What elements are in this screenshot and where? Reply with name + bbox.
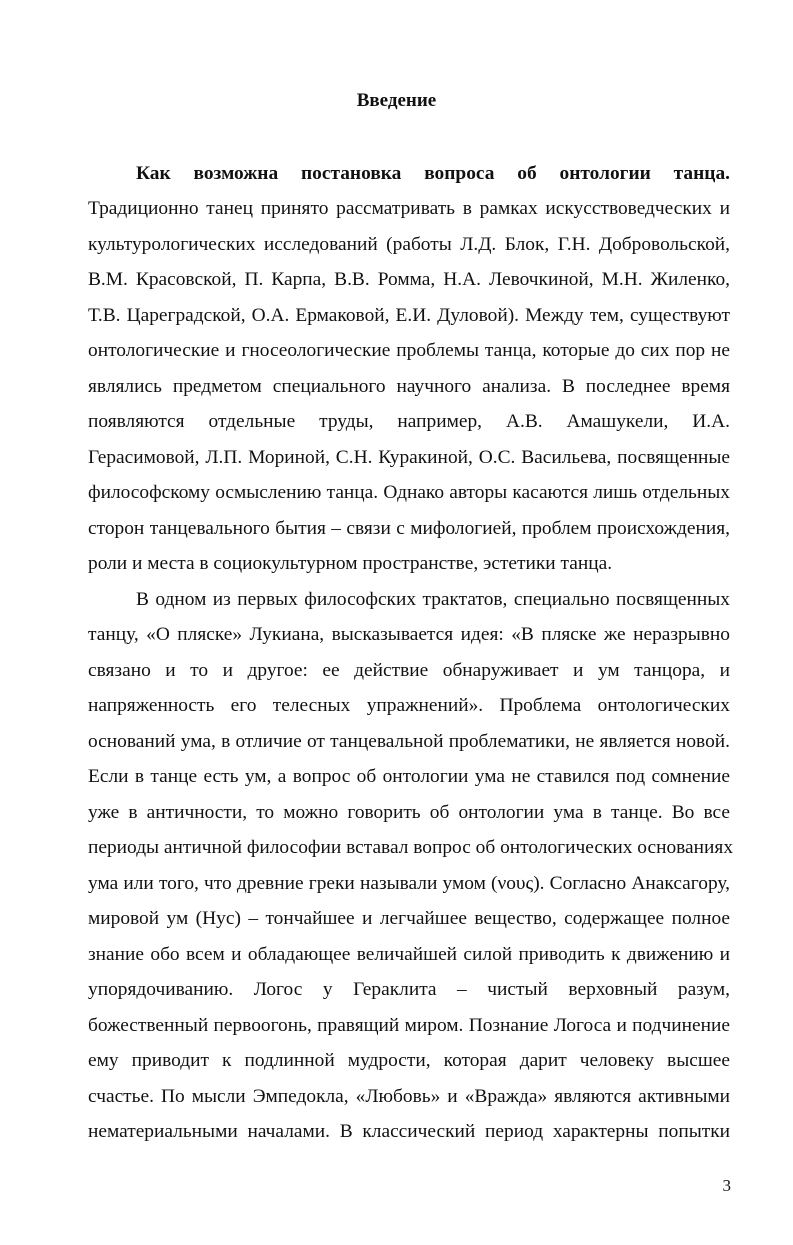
- paragraph-1-line-9: Герасимовой, Л.П. Мориной, С.Н. Куракиной, О.С. Васильева, посвященные: [88, 447, 730, 468]
- paragraph-2-line-16: нематериальными началами. В классический период характерны попытки: [88, 1121, 730, 1142]
- paragraph-1-line-6: онтологические и гносеологические проблемы танца, которые до сих пор не: [88, 340, 730, 361]
- paragraph-2-line-11: знание обо всем и обладающее величайшей силой приводить к движению и: [88, 944, 730, 965]
- paragraph-2-line-4: напряженность его телесных упражнений». Проблема онтологических: [88, 695, 730, 716]
- paragraph-1-line-2: Традиционно танец принято рассматривать в рамках искусствоведческих и: [88, 198, 730, 219]
- page-title: Введение: [356, 90, 437, 111]
- paragraph-1-line-7: являлись предметом специального научного анализа. В последнее время: [88, 376, 730, 397]
- paragraph-2-line-1: В одном из первых философских трактатов, специально посвященных: [136, 589, 730, 610]
- paragraph-2-line-9: ума или того, что древние греки называли умом (νους). Согласно Анаксагору,: [88, 873, 730, 894]
- paragraph-1-line-8: появляются отдельные труды, например, А.В. Амашукели, И.А.: [88, 411, 730, 432]
- paragraph-1-line-4: В.М. Красовской, П. Карпа, В.В. Ромма, Н.А. Левочкиной, М.Н. Жиленко,: [88, 269, 730, 290]
- paragraph-2-line-2: танцу, «О пляске» Лукиана, высказывается идея: «В пляске же неразрывно: [88, 624, 730, 645]
- page-number: 3: [722, 1176, 731, 1195]
- paragraph-2-line-5: оснований ума, в отличие от танцевальной проблематики, не является новой.: [88, 731, 730, 752]
- paragraph-2-line-3: связано и то и другое: ее действие обнаруживает и ум танцора, и: [88, 660, 730, 681]
- paragraph-2-line-14: ему приводит к подлинной мудрости, которая дарит человеку высшее: [88, 1050, 730, 1071]
- paragraph-1-line-1: Как возможна постановка вопроса об онтологии танца.: [136, 163, 730, 184]
- paragraph-2-line-6: Если в танце есть ум, а вопрос об онтологии ума не ставился под сомнение: [88, 766, 730, 787]
- paragraph-2-line-13: божественный первоогонь, правящий миром. Познание Логоса и подчинение: [88, 1015, 730, 1036]
- paragraph-2-line-15: счастье. По мысли Эмпедокла, «Любовь» и «Вражда» являются активными: [88, 1086, 730, 1107]
- paragraph-2-line-8: периоды античной философии вставал вопрос об онтологических основаниях: [88, 837, 734, 858]
- paragraph-1-line-11: сторон танцевального бытия – связи с мифологией, проблем происхождения,: [88, 518, 730, 539]
- paragraph-2-line-12: упорядочиванию. Логос у Гераклита – чистый верховный разум,: [88, 979, 730, 1000]
- paragraph-1-line-3: культурологических исследований (работы Л.Д. Блок, Г.Н. Добровольской,: [88, 234, 730, 255]
- paragraph-1-line-10: философскому осмыслению танца. Однако авторы касаются лишь отдельных: [88, 482, 730, 503]
- paragraph-2-line-10: мировой ум (Нус) – тончайшее и легчайшее вещество, содержащее полное: [88, 908, 730, 929]
- paragraph-1-line-12: роли и места в социокультурном пространстве, эстетики танца.: [88, 553, 613, 574]
- paragraph-2-line-7: уже в античности, то можно говорить об онтологии ума в танце. Во все: [88, 802, 730, 823]
- paragraph-1-line-5: Т.В. Цареградской, О.А. Ермаковой, Е.И. Дуловой). Между тем, существуют: [88, 305, 730, 326]
